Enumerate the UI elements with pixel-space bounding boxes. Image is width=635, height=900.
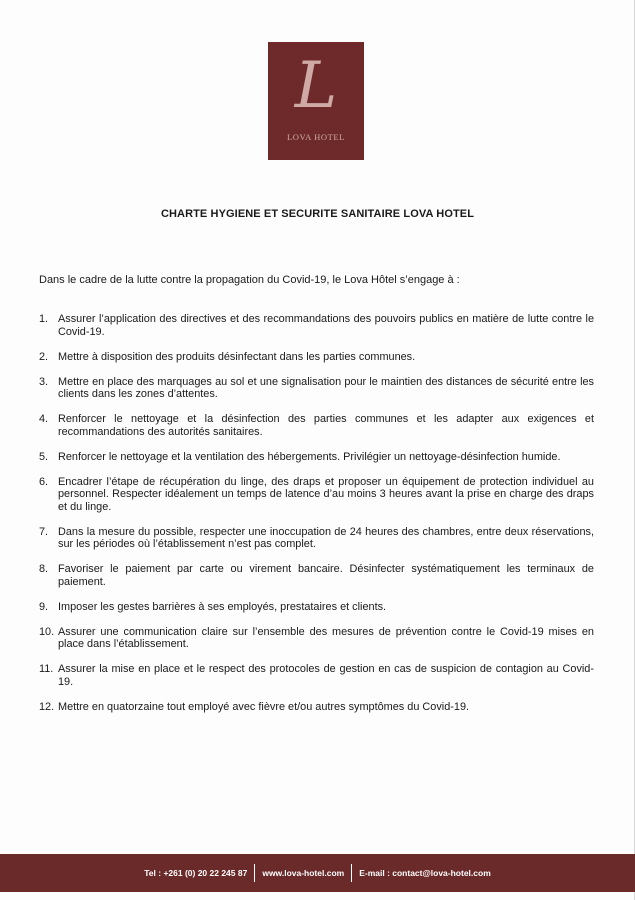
item-text: Dans la mesure du possible, respecter une inoccupation de 24 heures des chambres, entre deux réservations, sur les périodes où l’établissement n’est pas complet.	[58, 525, 594, 550]
list-item	[39, 563, 594, 588]
contact-footer	[0, 854, 635, 892]
item-text: Assurer la mise en place et le respect des protocoles de gestion en cas de suspicion de contagion au Covid-19.	[58, 663, 594, 688]
footer-divider	[254, 864, 255, 882]
item-number: 11.	[39, 663, 54, 675]
logo-name: LOVA HOTEL	[286, 132, 346, 142]
item-number: 5.	[39, 450, 49, 463]
item-number: 3.	[39, 375, 49, 388]
item-number: 10.	[39, 625, 55, 638]
footer-website-link[interactable]: www.lova-hotel.com	[262, 868, 345, 878]
item-text: Mettre en place des marquages au sol et une signalisation pour le maintien des distances de sécurité entre les clients dans les zones d’attentes.	[58, 375, 594, 400]
list-item	[39, 413, 594, 438]
item-text: Assurer l’application des directives et des recommandations des pouvoirs publics en matière de lutte contre le Covid-19.	[58, 313, 594, 338]
commitment-list	[39, 313, 594, 726]
list-item	[39, 701, 594, 714]
item-text: Encadrer l’étape de récupération du linge, des draps et proposer un équipement de protection individuel au personnel. Respecter idéalement un temps de latence d’au moins 3 heures avant la prise en charge des draps et du linge.	[58, 475, 594, 513]
list-item	[39, 601, 594, 614]
document-title: CHARTE HYGIENE ET SECURITE SANITAIRE LOVA HOTEL	[160, 208, 475, 220]
footer-divider	[351, 864, 352, 882]
list-item	[39, 663, 594, 688]
item-number: 1.	[39, 313, 49, 325]
list-item	[39, 313, 594, 338]
item-number: 7.	[39, 525, 49, 538]
item-text: Imposer les gestes barrières à ses employés, prestataires et clients.	[58, 600, 387, 613]
item-number: 2.	[39, 350, 49, 363]
intro-paragraph: Dans le cadre de la lutte contre la propagation du Covid-19, le Lova Hôtel s’engage à :	[39, 274, 460, 286]
hotel-logo	[268, 42, 364, 160]
list-item	[39, 526, 594, 551]
list-item	[39, 626, 594, 651]
footer-email-link[interactable]: E-mail : contact@lova-hotel.com	[359, 868, 491, 878]
item-text: Favoriser le paiement par carte ou virement bancaire. Désinfecter systématiquement les terminaux de paiement.	[58, 563, 594, 588]
item-text: Renforcer le nettoyage et la ventilation des hébergements. Privilégier un nettoyage-désinfection humide.	[58, 450, 561, 463]
list-item	[39, 376, 594, 401]
item-number: 12.	[39, 700, 55, 713]
item-number: 8.	[39, 563, 49, 575]
list-item	[39, 451, 594, 464]
list-item	[39, 476, 594, 514]
item-number: 4.	[39, 413, 49, 425]
logo-letter: L	[294, 49, 338, 123]
item-text: Assurer une communication claire sur l’ensemble des mesures de prévention contre le Covid-19 mises en place dans l’établissement.	[58, 625, 594, 650]
item-text: Mettre en quatorzaine tout employé avec fièvre et/ou autres symptômes du Covid-19.	[58, 700, 470, 713]
item-number: 6.	[39, 475, 49, 488]
footer-phone: Tel : +261 (0) 20 22 245 87	[144, 868, 248, 878]
item-number: 9.	[39, 600, 49, 613]
list-item	[39, 351, 594, 364]
item-text: Mettre à disposition des produits désinfectant dans les parties communes.	[58, 350, 416, 363]
item-text: Renforcer le nettoyage et la désinfection des parties communes et les adapter aux exigences et recommandations des autorités sanitaires.	[58, 413, 594, 438]
